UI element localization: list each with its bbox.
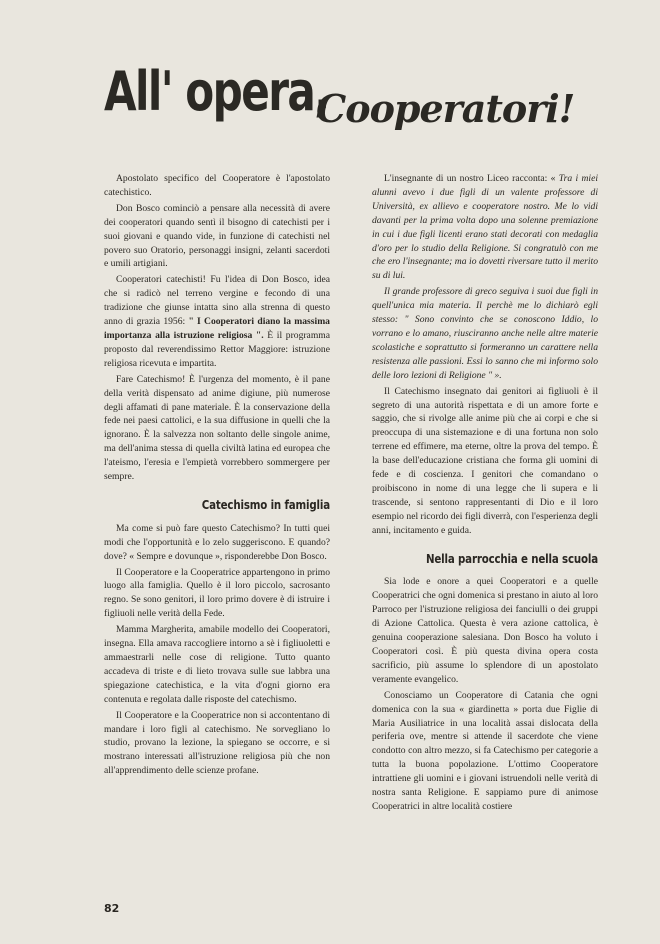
section-heading: Catechismo in famiglia bbox=[201, 496, 330, 512]
paragraph bbox=[372, 172, 598, 283]
paragraph: Il Catechismo insegnato dai genitori ai figliuoli è il segreto di una autorità rispettata e di un amore forte e saggio, che si rivolge alle anime più che ai corpi e che si preoccupa di una sistemazione e di una fortuna non solo terrene ed effimere, ma eterne, oltre la prova del tempo. È la base dell'educazione cristiana che forma gli uomini di fede e di coscienza. I genitori che comandano o proibiscono in nome di una legge che li supera e li trascende, si sentono rappresentanti di Dio e il loro esempio nel ricordo dei figli diverrà, con l'esperienza degli anni, incitamento e guida. bbox=[372, 385, 598, 536]
paragraph: Sia lode e onore a quei Cooperatori e a quelle Cooperatrici che ogni domenica si prestano in aiuto al loro Parroco per l'istruzione religiosa dei fanciulli o dei gruppi di Azione Cattolica. Questa è vera azione cattolica, è genuina cooperazione salesiana. Don Bosco ha voluto i Cooperatori così. È più questa divina opera costa sacrificio, più assume lo splendore di un apostolato veramente evangelico. bbox=[372, 576, 598, 685]
paragraph: Apostolato specifico del Cooperatore è l'apostolato catechistico. bbox=[104, 173, 330, 198]
paragraph: Ma come si può fare questo Catechismo? In tutti quei modi che l'opportunità e lo zelo suggeriscono. E quando? dove? « Sempre e dovunque », risponderebbe Don Bosco. bbox=[104, 522, 330, 562]
paragraph: Il Cooperatore e la Cooperatrice appartengono in primo luogo alla famiglia. Quello è il loro piccolo, sacrosanto regno. Se sono genitori, il loro primo dovere è di istruire i figliuoli nelle verità della Fede. bbox=[104, 566, 330, 620]
title-main: All' opera, bbox=[104, 60, 329, 123]
section-heading: Nella parrocchia e nella scuola bbox=[425, 550, 598, 566]
article-title bbox=[104, 58, 624, 148]
paragraph: Don Bosco cominciò a pensare alla necessità di avere dei cooperatori quando sentì il bisogno di catechisti per i suoi giovani e quando vide, in funzione di catechisti nel povero suo Oratorio, personaggi insigni, zelanti sacerdoti e umili artigiani. bbox=[104, 202, 330, 270]
title-script: Cooperatori! bbox=[316, 86, 575, 131]
paragraph-text: È il programma proposto dal reverendissimo Rettor Maggiore: istruzione religiosa ricevuta e impartita. bbox=[104, 329, 330, 369]
right-column bbox=[372, 172, 598, 816]
paragraph: Fare Catechismo! È l'urgenza del momento, è il pane della verità dispensato ad anime digiune, più numerose degli affamati di pane materiale. È la conservazione della fede nei paesi cattolici, e la sua diffusione in quelli che la ignorano. È la salvezza non soltanto delle singole anime, ma dell'anima stessa di quella civiltà latina ed europea che l'ateismo, l'eresia e l'empietà vorrebbero sommergere per sempre. bbox=[104, 373, 330, 483]
paragraph: Il Cooperatore e la Cooperatrice non si accontentano di mandare i loro figli al catechismo. Ne sorvegliano lo studio, provano la lezione, la spiegano se occorre, e si mostrano interessati all'istruzione religiosa più che non all'apprendimento delle scienze profane. bbox=[104, 709, 330, 777]
strenna-quote: " I Cooperatori diano la massima importanza alla istruzione religiosa ". bbox=[104, 316, 330, 341]
paragraph: Mamma Margherita, amabile modello dei Cooperatori, insegna. Ella amava raccogliere intorno a sè i figliuoletti e ammaestrarli nelle cose di religione. Tutto quanto accadeva di triste e di lieto trovava sulle sue labbra una spiegazione catechistica, e la vita d'ogni giorno era contenuta e regolata dalle risposte del catechismo. bbox=[104, 624, 330, 705]
paragraph: Il grande professore di greco seguiva i suoi due figli in quell'unica mia materia. Il perchè me lo dichiarò egli stesso: " Sono convinto che se conoscono Iddio, lo vorrano e lo amano, riusciranno anche nelle altre materie scolastiche e soprattutto si formeranno un carattere nella resistenza alle passioni. Essi lo sanno che mi informo solo delle loro lezioni di Religione " ». bbox=[372, 286, 598, 381]
quote-text: Tra i miei alunni avevo i due figli di un valente professore di Università, ex allievo e cooperatore nostro. Me lo vidi davanti per la prima volta dopo una solenne premiazione in cui i due figli licenti erano stati decorati con medaglia d'oro per lo studio della Religione. Si congratulò con me che ero l'insegnante; ma io dovetti riversare tutto il merito su di lui. bbox=[372, 173, 598, 282]
paragraph-text: L'insegnante di un nostro Liceo racconta: « bbox=[384, 173, 559, 184]
paragraph bbox=[104, 273, 330, 370]
paragraph: Conosciamo un Cooperatore di Catania che ogni domenica con la sua « giardinetta » porta due Figlie di Maria Ausiliatrice in una località assai dislocata della periferia ove, mentre si attende il sacerdote che viene condotto con altro mezzo, si fa Catechismo per categorie a tutta la buona popolazione. L'ottimo Cooperatore intrattiene gli uomini e i giovani istruendoli nelle verità di nostra santa Religione. E sappiamo pure di animose Cooperatrici in altre località costiere bbox=[372, 689, 598, 812]
page-number: 82 bbox=[104, 902, 120, 915]
paragraph-text: Cooperatori catechisti! Fu l'idea di Don Bosco, idea che si radicò nel terreno vergine e fecondo di una tradizione che giunse intatta sino alla strenna di questo anno di grazia 1956: bbox=[104, 274, 330, 328]
left-column bbox=[104, 172, 330, 780]
